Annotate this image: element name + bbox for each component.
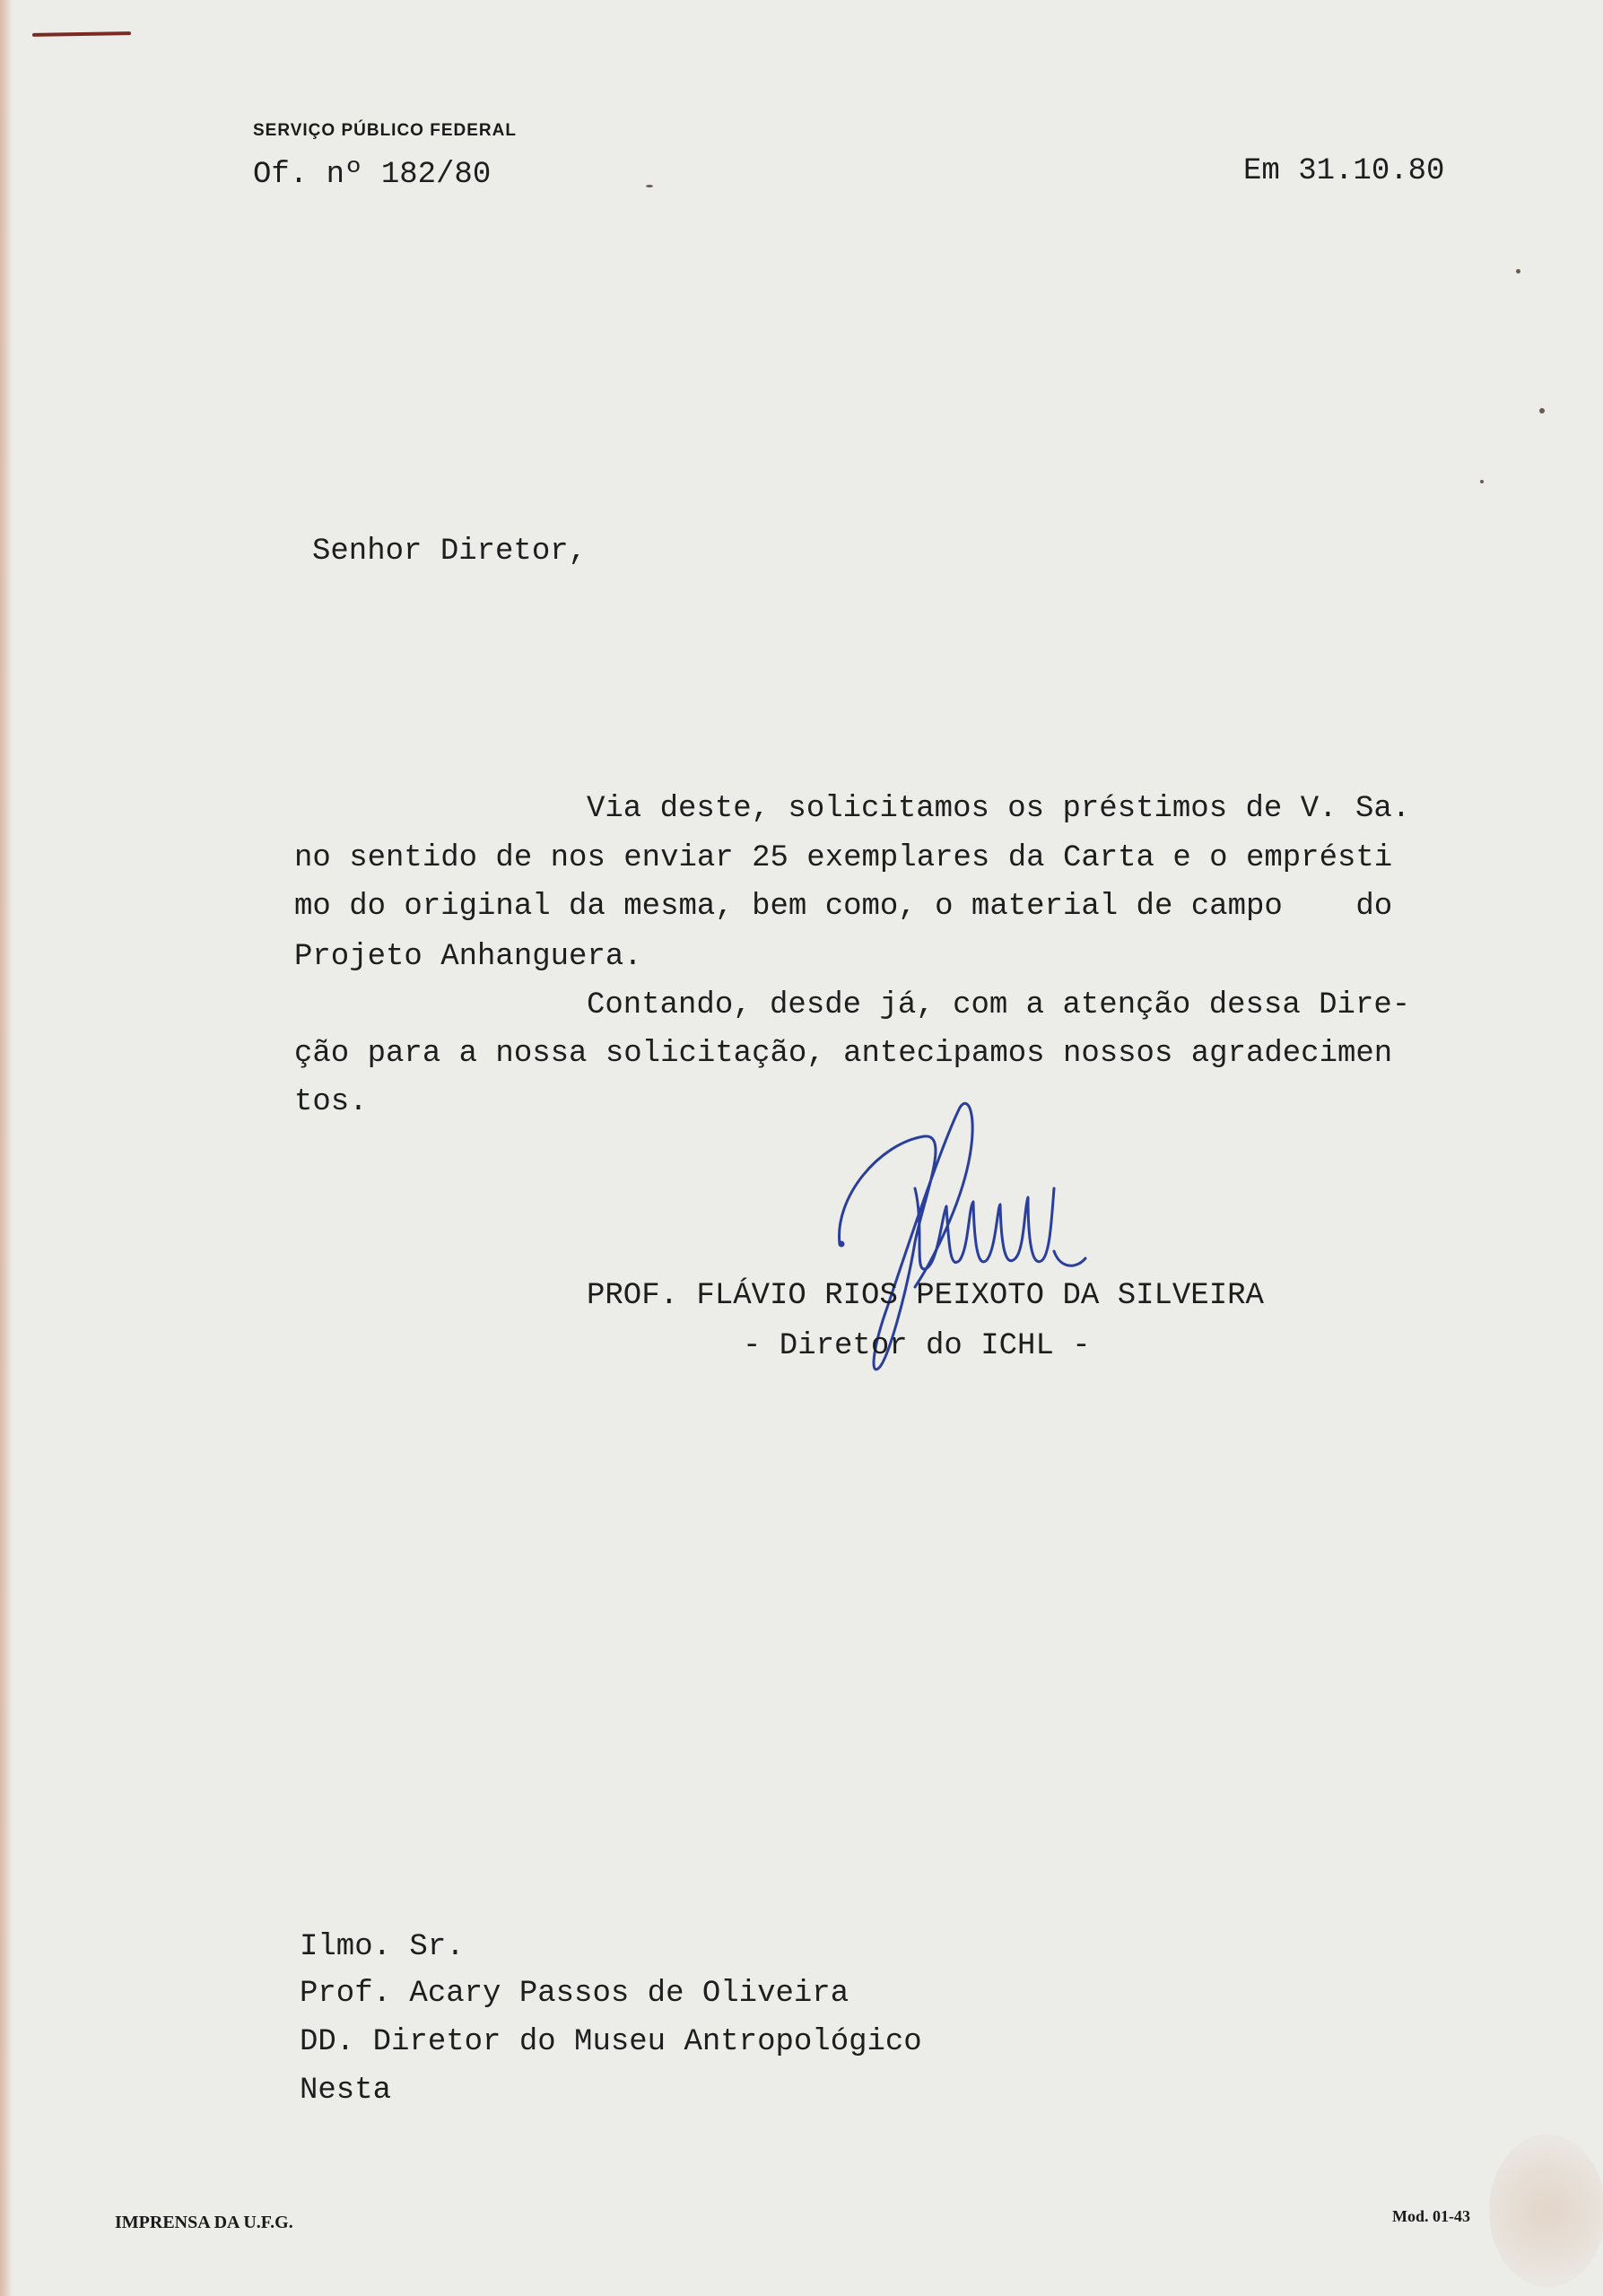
signatory-name: PROF. FLÁVIO RIOS PEIXOTO DA SILVEIRA [587,1279,1264,1313]
ink-mark [32,31,131,37]
body-line: Contando, desde já, com a atenção dessa Dire- [587,988,1411,1022]
body-line: Projeto Anhanguera. [294,940,642,974]
body-line: no sentido de nos enviar 25 exemplares da Carta e o emprésti [294,841,1393,875]
document-reference: Of. nº 182/80 [253,158,492,192]
body-line: Via deste, solicitamos os préstimos de V. Sa. [587,792,1411,826]
document-date: Em 31.10.80 [1243,154,1445,188]
signatory-title: - Diretor do ICHL - [743,1329,1091,1363]
paper-speck [1480,480,1484,483]
paper-edge-stain [0,0,13,2296]
body-line: ção para a nossa solicitação, antecipamos nossos agradecimen [294,1037,1393,1071]
addressee-line: Nesta [300,2074,392,2108]
printer-imprint: IMPRENSA DA U.F.G. [115,2213,293,2232]
body-line: tos. [294,1085,368,1119]
salutation: Senhor Diretor, [312,535,588,569]
paper-stain [1489,2135,1603,2287]
body-line: mo do original da mesma, bem como, o material de campo do [294,890,1393,924]
addressee-line: Ilmo. Sr. [300,1930,465,1964]
paper-speck [646,185,653,187]
addressee-line: Prof. Acary Passos de Oliveira [300,1977,849,2011]
paper-speck [1516,269,1520,274]
form-model-number: Mod. 01-43 [1392,2207,1470,2225]
letterhead-service: SERVIÇO PÚBLICO FEDERAL [253,121,517,140]
addressee-line: DD. Diretor do Museu Antropológico [300,2025,922,2059]
paper-speck [1539,408,1545,413]
